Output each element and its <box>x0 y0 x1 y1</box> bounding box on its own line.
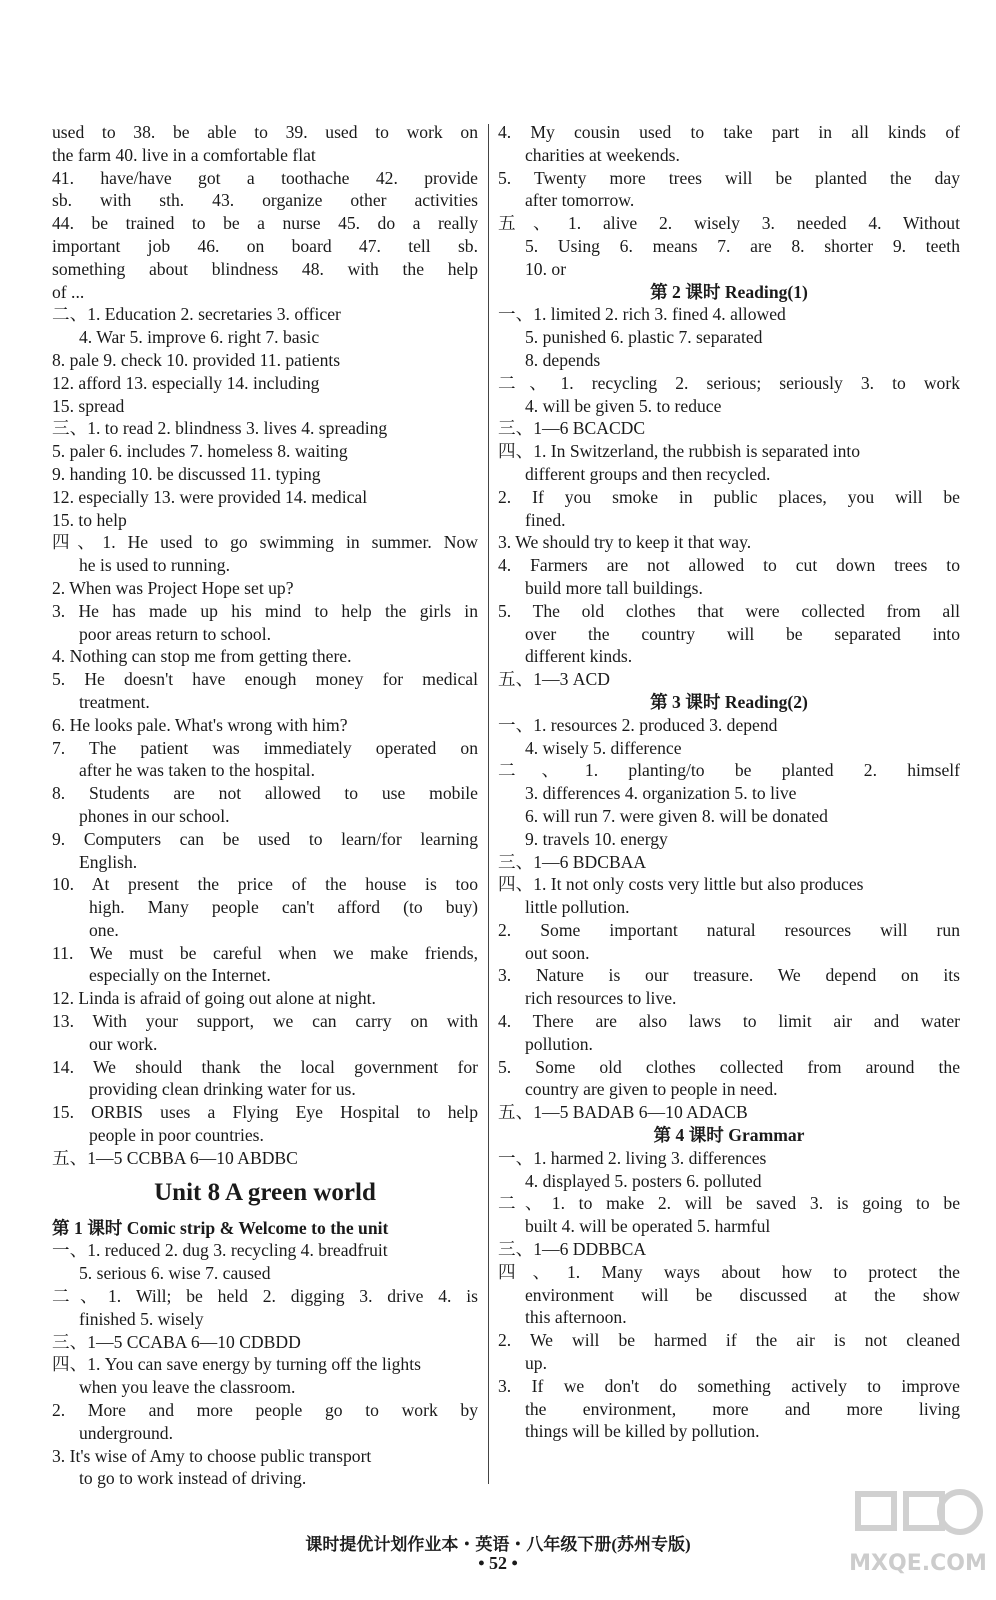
answer-line: charities at weekends. <box>525 144 680 165</box>
answer-line: things will be killed by pollution. <box>525 1421 760 1442</box>
answer-line: 5. The old clothes that were collected from all <box>498 600 960 621</box>
answer-line: 2. Some important natural resources will run <box>498 919 960 940</box>
answer-line: 8. depends <box>525 349 601 370</box>
answer-line: 9. travels 10. energy <box>525 828 668 849</box>
answer-line: 四、1. In Switzerland, the rubbish is separated into <box>498 441 861 462</box>
answer-line: providing clean drinking water for us. <box>89 1079 356 1100</box>
answer-line: 14. We should thank the local government for <box>52 1056 478 1077</box>
answer-line: built 4. will be operated 5. harmful <box>525 1216 771 1237</box>
answer-line: 4. There are also laws to limit air and water <box>498 1011 960 1032</box>
lesson-heading: 第 3 课时 Reading(2) <box>650 691 808 712</box>
answer-line: 2. More and more people go to work by <box>52 1400 478 1421</box>
answer-line: 9. handing 10. be discussed 11. typing <box>52 463 321 484</box>
answer-line: over the country will be separated into <box>525 623 960 644</box>
left-column <box>52 121 478 1490</box>
answer-line: 10. At present the price of the house is too <box>52 874 478 895</box>
right-column <box>498 121 960 1443</box>
answer-line: 2. We will be harmed if the air is not cleaned <box>498 1330 960 1351</box>
answer-line: 6. will run 7. were given 8. will be donated <box>525 805 828 826</box>
answer-line: 4. Nothing can stop me from getting there. <box>52 646 352 667</box>
answer-line: 三、1—5 CCABA 6—10 CDBDD <box>52 1331 301 1352</box>
answer-line: one. <box>89 919 119 940</box>
answer-line: 二、1. Education 2. secretaries 3. officer <box>52 304 341 325</box>
answer-line: 五、1—5 CCBBA 6—10 ABDBC <box>52 1147 298 1168</box>
answer-line: out soon. <box>525 942 590 963</box>
answer-line: 5. He doesn't have enough money for medical <box>52 669 478 690</box>
answer-line: to go to work instead of driving. <box>79 1468 307 1489</box>
answer-line: finished 5. wisely <box>79 1308 204 1329</box>
answer-line: 4. will be given 5. to reduce <box>525 395 722 416</box>
answer-line: something about blindness 48. with the help <box>52 258 478 279</box>
answer-line: used to 38. be able to 39. used to work on <box>52 122 478 142</box>
answer-line: pollution. <box>525 1033 593 1054</box>
answer-line: 三、1—6 DDBBCA <box>498 1239 647 1260</box>
answer-line: after tomorrow. <box>525 190 635 211</box>
lesson-heading: 第 2 课时 Reading(1) <box>650 281 808 302</box>
answer-line: environment will be discussed at the show <box>525 1284 960 1305</box>
answer-line: 3. Nature is our treasure. We depend on its <box>498 965 960 986</box>
answer-line: 二、1. recycling 2. serious; seriously 3. to work <box>498 372 960 393</box>
page-number: • 52 • <box>478 1553 518 1573</box>
answer-line: 三、1—6 BCACDC <box>498 418 646 439</box>
answer-line: 4. My cousin used to take part in all kinds of <box>498 122 960 142</box>
answer-line: 四、1. It not only costs very little but also produces <box>498 874 864 895</box>
unit-heading: Unit 8 A green world <box>154 1178 376 1206</box>
answer-line: the farm 40. live in a comfortable flat <box>52 144 316 165</box>
answer-line: 一、1. reduced 2. dug 3. recycling 4. breadfruit <box>52 1240 388 1261</box>
answer-line: sb. with sth. 43. organize other activities <box>52 190 478 211</box>
answer-line: this afternoon. <box>525 1307 627 1328</box>
answer-line: 五、1. alive 2. wisely 3. needed 4. Without <box>498 213 960 234</box>
answer-line: 15. to help <box>52 509 127 530</box>
answer-line: 8. Students are not allowed to use mobile <box>52 783 478 804</box>
answer-line: 15. ORBIS uses a Flying Eye Hospital to help <box>52 1102 478 1123</box>
watermark-text: MXQE.COM <box>849 1551 987 1576</box>
answer-line: up. <box>525 1353 547 1374</box>
answer-line: 5. Twenty more trees will be planted the day <box>498 167 960 188</box>
answer-line: 3. We should try to keep it that way. <box>498 532 752 553</box>
answer-line: 8. pale 9. check 10. provided 11. patients <box>52 349 341 370</box>
answer-line: important job 46. on board 47. tell sb. <box>52 235 478 256</box>
answer-line: 四、1. Many ways about how to protect the <box>498 1261 960 1282</box>
answer-line: 5. Some old clothes collected from around the <box>498 1056 960 1077</box>
answer-line: 44. be trained to be a nurse 45. do a really <box>52 213 478 234</box>
answer-line: 三、1. to read 2. blindness 3. lives 4. spreading <box>52 418 388 439</box>
answer-line: different kinds. <box>525 646 633 667</box>
answer-line: 11. We must be careful when we make friends, <box>52 942 478 963</box>
answer-line: 12. especially 13. were provided 14. medical <box>52 486 368 507</box>
column-divider <box>488 124 489 1484</box>
answer-line: 一、1. resources 2. produced 3. depend <box>498 714 778 735</box>
answer-line: the environment, more and more living <box>525 1398 960 1419</box>
answer-line: treatment. <box>79 691 150 712</box>
answer-line: 4. wisely 5. difference <box>525 737 682 758</box>
answer-line: 一、1. harmed 2. living 3. differences <box>498 1147 767 1168</box>
answer-line: fined. <box>525 509 566 530</box>
answer-line: underground. <box>79 1422 173 1443</box>
answer-line: different groups and then recycled. <box>525 463 771 484</box>
answer-line: 五、1—3 ACD <box>498 669 610 690</box>
answer-line: 5. Using 6. means 7. are 8. shorter 9. teeth <box>525 235 960 256</box>
answer-line: 12. afford 13. especially 14. including <box>52 372 320 393</box>
answer-line: 五、1—5 BADAB 6—10 ADACB <box>498 1102 748 1123</box>
answer-line: our work. <box>89 1033 158 1054</box>
lesson-heading: 第 1 课时 Comic strip & Welcome to the unit <box>52 1217 389 1238</box>
answer-line: after he was taken to the hospital. <box>79 760 315 781</box>
answer-line: 7. The patient was immediately operated on <box>52 737 478 758</box>
answer-line: 3. differences 4. organization 5. to live <box>525 783 797 804</box>
answer-line: 9. Computers can be used to learn/for learning <box>52 828 478 849</box>
answer-line: high. Many people can't afford (to buy) <box>89 897 478 918</box>
footer-book-title: 课时提优计划作业本・英语・八年级下册(苏州专版) <box>305 1535 691 1554</box>
answer-line: poor areas return to school. <box>79 623 272 644</box>
answer-line: 三、1—6 BDCBAA <box>498 851 647 872</box>
answer-line: people in poor countries. <box>89 1125 264 1146</box>
answer-line: 4. Farmers are not allowed to cut down trees to <box>498 555 960 576</box>
answer-line: 5. serious 6. wise 7. caused <box>79 1263 271 1284</box>
watermark-logo <box>848 1474 988 1590</box>
answer-line: country are given to people in need. <box>525 1079 778 1100</box>
lesson-heading: 第 4 课时 Grammar <box>653 1125 805 1146</box>
answer-line: 6. He looks pale. What's wrong with him? <box>52 714 348 735</box>
answer-line: build more tall buildings. <box>525 577 703 598</box>
answer-line: 二、1. Will; be held 2. digging 3. drive 4. is <box>52 1286 478 1307</box>
answer-line: 2. When was Project Hope set up? <box>52 577 294 598</box>
answer-line: he is used to running. <box>79 555 230 576</box>
answer-line: 二、1. to make 2. will be saved 3. is going to be <box>498 1193 960 1214</box>
answer-line: rich resources to live. <box>525 988 677 1009</box>
answer-line: 一、1. limited 2. rich 3. fined 4. allowed <box>498 304 786 325</box>
answer-line: 5. punished 6. plastic 7. separated <box>525 327 763 348</box>
answer-line: 3. If we don't do something actively to improve <box>498 1375 960 1396</box>
answer-line: when you leave the classroom. <box>79 1377 296 1398</box>
answer-line: 41. have/have got a toothache 42. provide <box>52 167 478 188</box>
answer-line: 4. displayed 5. posters 6. polluted <box>525 1170 762 1191</box>
answer-line: 3. It's wise of Amy to choose public transport <box>52 1445 372 1466</box>
answer-line: 15. spread <box>52 395 125 416</box>
answer-line: 3. He has made up his mind to help the girls in <box>52 600 478 621</box>
answer-line: English. <box>79 851 138 872</box>
answer-line: 12. Linda is afraid of going out alone at night. <box>52 988 376 1009</box>
answer-line: 四、1. He used to go swimming in summer. Now <box>52 532 478 553</box>
answer-line: phones in our school. <box>79 805 230 826</box>
answer-line: of ... <box>52 281 85 302</box>
answer-line: especially on the Internet. <box>89 965 271 986</box>
answer-line: 10. or <box>525 258 567 279</box>
answer-line: 2. If you smoke in public places, you will be <box>498 486 960 507</box>
answer-line: 4. War 5. improve 6. right 7. basic <box>79 327 320 348</box>
answer-line: little pollution. <box>525 897 630 918</box>
answer-line: 13. With your support, we can carry on with <box>52 1011 478 1032</box>
answer-line: 5. paler 6. includes 7. homeless 8. waiting <box>52 441 348 462</box>
answer-line: 二、1. planting/to be planted 2. himself <box>498 760 960 781</box>
answer-line: 四、1. You can save energy by turning off the lights <box>52 1354 421 1375</box>
